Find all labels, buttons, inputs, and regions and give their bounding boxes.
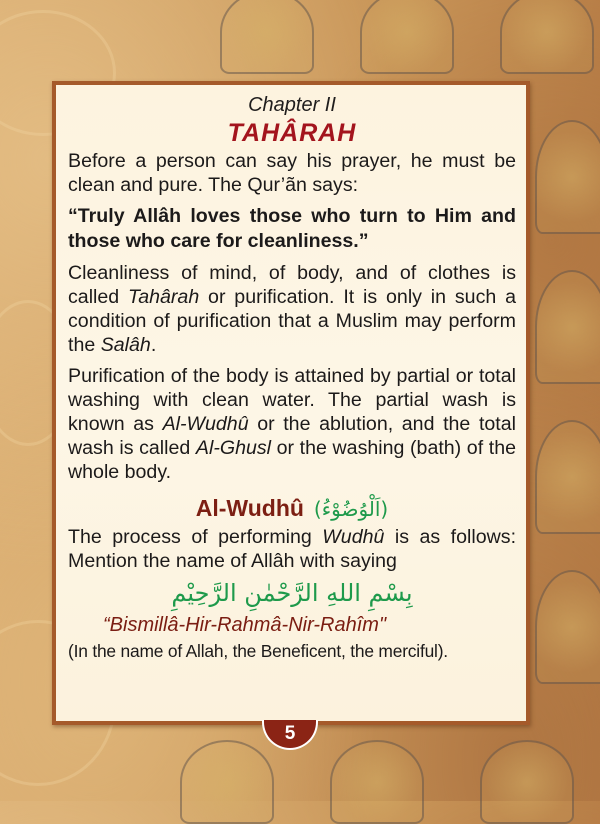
text-span: Cleanliness of mind, of body, and of clothes is called	[68, 262, 516, 308]
purification-paragraph	[68, 364, 516, 484]
text-span: The process of performing	[68, 526, 323, 548]
bismillah-transliteration: “Bismillâ-Hir-Rahmâ-Nir-Rahîm"	[103, 614, 387, 636]
arabesque-ornament	[360, 0, 454, 74]
arabesque-ornament	[535, 570, 600, 684]
page-title: TAHÂRAH	[227, 119, 357, 147]
wudhu-process-paragraph	[68, 525, 516, 573]
arabesque-ornament	[535, 420, 600, 534]
bismillah-arabic: بِسْمِ اللهِ الرَّحْمٰنِ الرَّحِيْمِ	[171, 579, 413, 607]
page-number-badge: 5	[262, 720, 318, 750]
quran-quote: “Truly Allâh loves those who turn to Him and those who care for cleanliness.”	[68, 205, 516, 252]
term-al-ghusl: Al-Ghusl	[195, 437, 272, 459]
term-al-wudhu: Al-Wudhû	[162, 413, 249, 435]
arabesque-ornament	[180, 740, 274, 824]
page-content	[68, 85, 516, 663]
arabesque-ornament	[535, 270, 600, 384]
arabesque-ornament	[480, 740, 574, 824]
term-taharah: Tahârah	[128, 286, 200, 308]
term-salah: Salâh	[100, 334, 151, 356]
term-wudhu: Wudhû	[322, 526, 385, 548]
intro-paragraph: Before a person can say his prayer, he must be clean and pure. The Qur’ãn says:	[68, 150, 516, 196]
bismillah-translation: (In the name of Allah, the Beneficent, the merciful).	[68, 641, 448, 661]
text-span: or the ablution, and the total wash is called	[68, 413, 516, 459]
arabesque-ornament	[500, 0, 594, 74]
section-heading-arabic: (اَلْوُضُوْءُ)	[313, 497, 389, 521]
text-span: .	[150, 334, 157, 356]
page-card	[52, 81, 530, 725]
arabesque-ornament	[330, 740, 424, 824]
chapter-label: Chapter II	[248, 94, 336, 116]
text-span: is as follows: Mention the name of Allâh with saying	[68, 526, 517, 572]
text-span: or purification. It is only in such a condition of purification that a Muslim may perform the	[68, 286, 517, 356]
text-span: Purification of the body is attained by partial or total washing with clean water. The partial wash is known as	[68, 365, 516, 435]
arabesque-ornament	[220, 0, 314, 74]
arabesque-ornament	[535, 120, 600, 234]
section-heading-english: Al-Wudhû	[195, 495, 304, 521]
section-heading	[68, 491, 516, 525]
cleanliness-paragraph	[68, 261, 516, 357]
text-span: or the washing (bath) of the whole body.	[68, 437, 516, 483]
